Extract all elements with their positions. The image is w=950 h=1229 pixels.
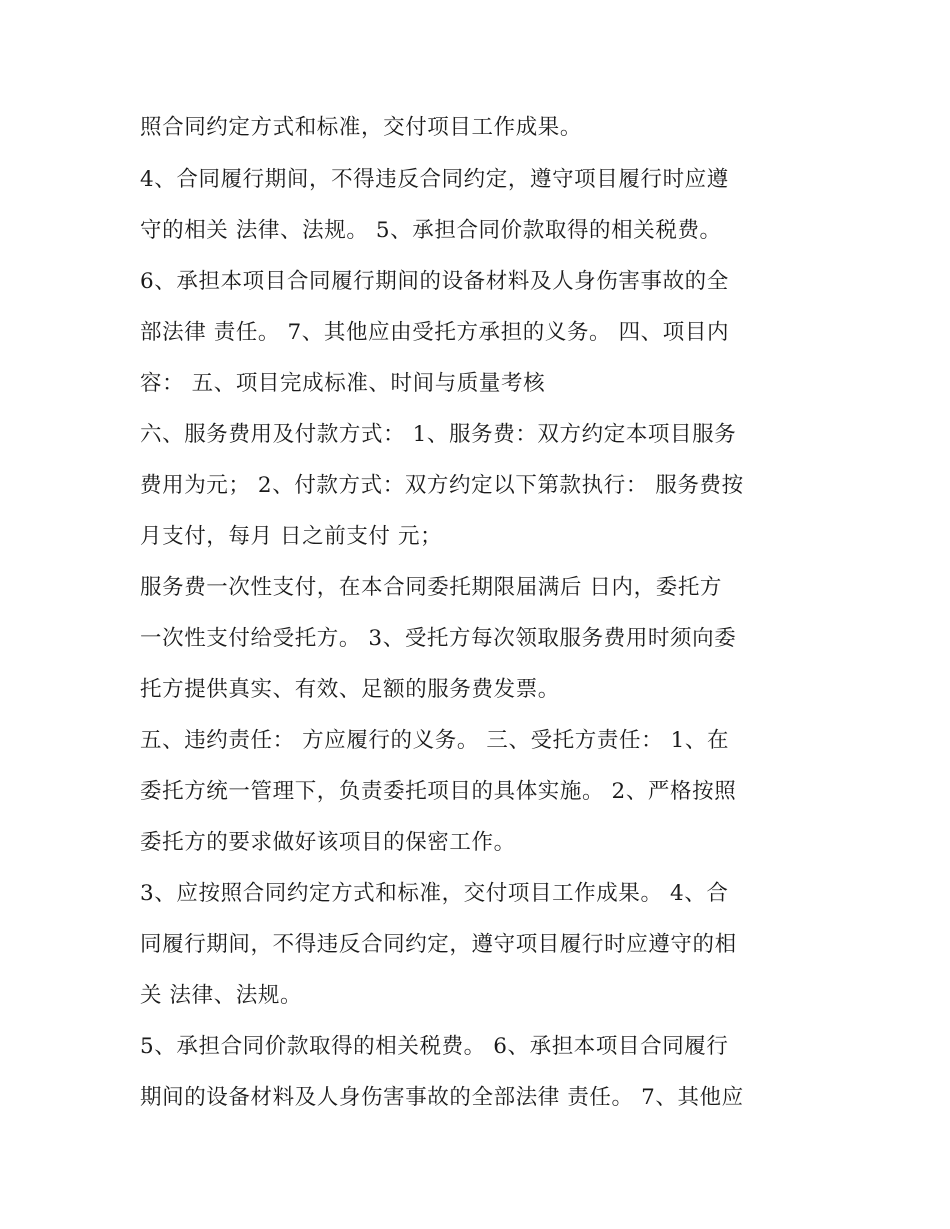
text-line: 6、承担本项目合同履行期间的设备材料及人身伤害事故的全 (140, 269, 729, 294)
text-line: 守的相关 法律、法规。 5、承担合同价款取得的相关税费。 (140, 218, 722, 243)
text-line: 4、合同履行期间，不得违反合同约定，遵守项目履行时应遵 (140, 167, 729, 192)
text-line: 容： 五、项目完成标准、时间与质量考核 (140, 371, 546, 396)
text-line: 期间的设备材料及人身伤害事故的全部法律 责任。 7、其他应 (140, 1085, 744, 1110)
text-line: 五、违约责任： 方应履行的义务。 三、受托方责任： 1、在 (140, 728, 730, 753)
text-line: 3、应按照合同约定方式和标准，交付项目工作成果。 4、合 (140, 881, 729, 906)
text-line: 费用为元； 2、付款方式：双方约定以下第款执行： 服务费按 (140, 473, 744, 498)
text-line: 照合同约定方式和标准，交付项目工作成果。 (140, 115, 583, 140)
text-line: 六、服务费用及付款方式： 1、服务费：双方约定本项目服务 (140, 422, 737, 447)
text-line: 5、承担合同价款取得的相关税费。 6、承担本项目合同履行 (140, 1034, 729, 1059)
text-line: 委托方的要求做好该项目的保密工作。 (140, 830, 516, 855)
text-line: 服务费一次性支付，在本合同委托期限届满后 日内，委托方 (140, 575, 723, 600)
text-line: 委托方统一管理下，负责委托项目的具体实施。 2、严格按照 (140, 779, 737, 804)
text-line: 一次性支付给受托方。 3、受托方每次领取服务费用时须向委 (140, 626, 737, 651)
text-line: 托方提供真实、有效、足额的服务费发票。 (140, 677, 560, 702)
text-line: 关 法律、法规。 (140, 983, 303, 1008)
text-line: 同履行期间，不得违反合同约定，遵守项目履行时应遵守的相 (140, 932, 737, 957)
text-line: 部法律 责任。 7、其他应由受托方承担的义务。 四、项目内 (140, 320, 730, 345)
text-line: 月支付，每月 日之前支付 元； (140, 524, 443, 549)
